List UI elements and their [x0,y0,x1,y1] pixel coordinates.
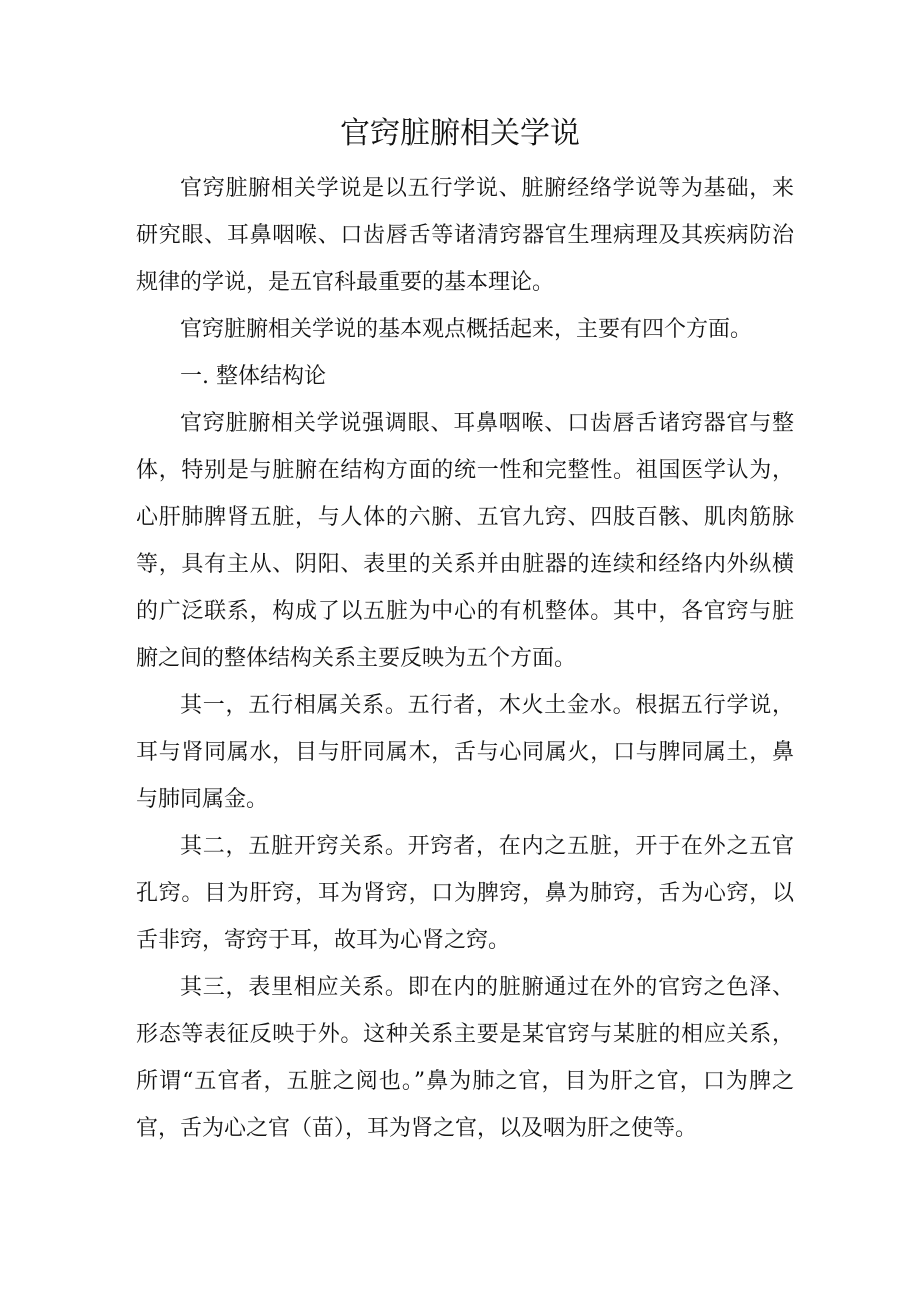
paragraph-exterior-interior: 其三，表里相应关系。即在内的脏腑通过在外的官窍之色泽、形态等表征反映于外。这种关系主要是某官窍与某脏的相应关系，所谓“五官者，五脏之阅也。”鼻为肺之官，目为肝之官，口为脾之官，舌为心之官（苗），耳为肾之官，以及咽为肝之使等。 [136,975,794,1141]
paragraph-overview: 官窍脏腑相关学说的基本观点概括起来，主要有四个方面。 [180,317,753,342]
paragraph-structure: 官窍脏腑相关学说强调眼、耳鼻咽喉、口齿唇舌诸窍器官与整体，特别是与脏腑在结构方面的统一性和完整性。祖国医学认为，心肝肺脾肾五脏，与人体的六腑、五官九窍、四肢百骸、肌肉筋脉等，具有主从、阴阳、表里的关系并由脏器的连续和经络内外纵横的广泛联系，构成了以五脏为中心的有机整体。其中，各官窍与脏腑之间的整体结构关系主要反映为五个方面。 [136,411,794,671]
paragraph-intro: 官窍脏腑相关学说是以五行学说、脏腑经络学说等为基础，来研究眼、耳鼻咽喉、口齿唇舌等诸清窍器官生理病理及其疾病防治规律的学说，是五官科最重要的基本理论。 [136,176,794,295]
section-heading-structure: 一. 整体结构论 [180,364,326,389]
document-title: 官窍脏腑相关学说 [340,116,580,151]
paragraph-five-organs-openings: 其二，五脏开窍关系。开窍者，在内之五脏，开于在外之五官孔窍。目为肝窍，耳为肾窍，口为脾窍，鼻为肺窍，舌为心窍，以舌非窍，寄窍于耳，故耳为心肾之窍。 [136,834,794,953]
paragraph-five-elements: 其一，五行相属关系。五行者，木火土金水。根据五行学说，耳与肾同属水，目与肝同属木，舌与心同属火，口与脾同属土，鼻与肺同属金。 [136,693,794,812]
document-body [136,165,794,1152]
